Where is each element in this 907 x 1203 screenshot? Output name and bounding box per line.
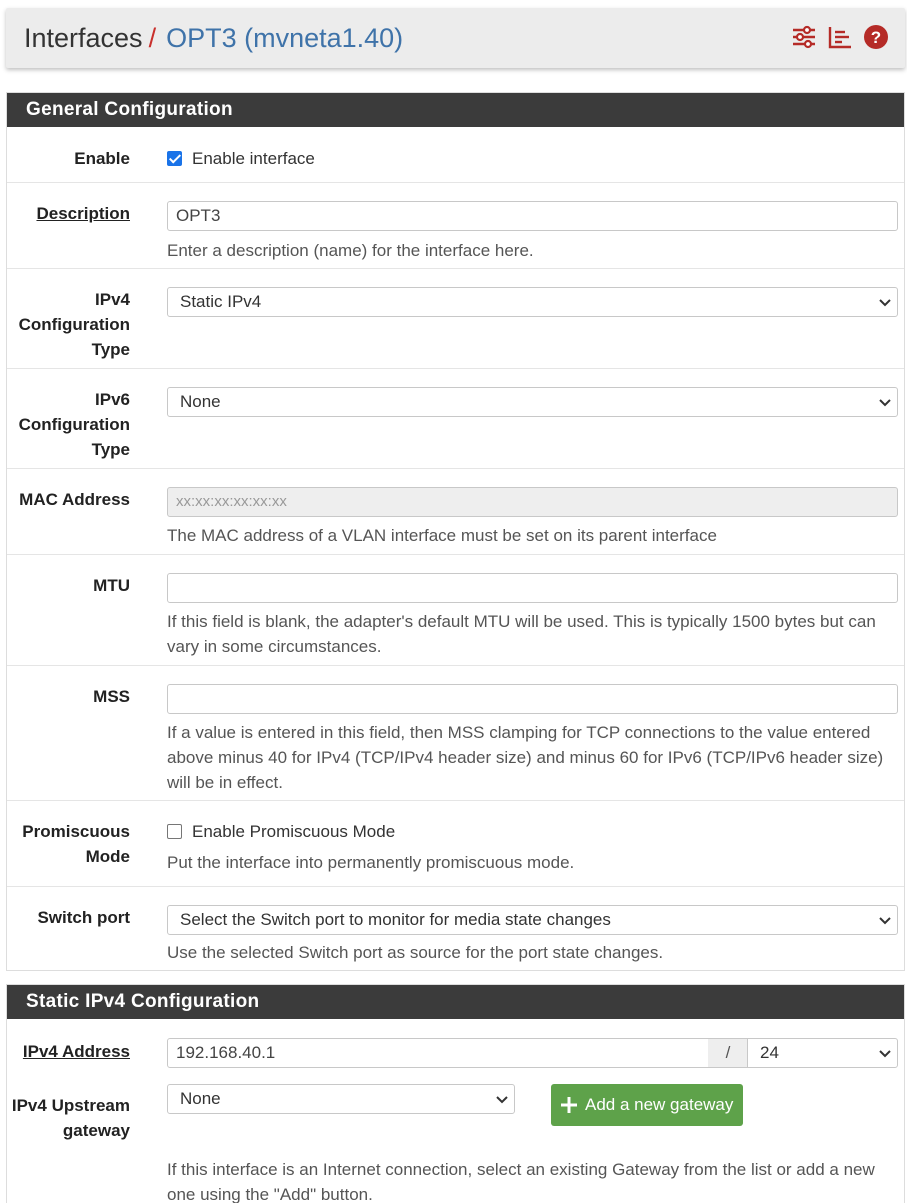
- ipv4-address-label-text[interactable]: IPv4 Address: [22, 1042, 130, 1061]
- add-gateway-button[interactable]: [551, 1084, 743, 1126]
- description-label-text[interactable]: Description: [36, 204, 130, 223]
- promisc-label-line: Promiscuous: [22, 822, 130, 841]
- gateway-select[interactable]: [167, 1084, 515, 1114]
- promisc-row: [7, 800, 904, 886]
- breadcrumb-root[interactable]: Interfaces: [24, 22, 143, 53]
- enable-checkbox[interactable]: [167, 151, 182, 166]
- svg-text:?: ?: [870, 28, 882, 47]
- mss-input[interactable]: [167, 684, 898, 714]
- panel-heading-static-ipv4: Static IPv4 Configuration: [7, 985, 904, 1019]
- ipv4-type-value: Static IPv4: [180, 292, 262, 311]
- promisc-help: Put the interface into permanently promiscuous mode.: [167, 853, 575, 872]
- switch-port-value: Select the Switch port to monitor for media state changes: [180, 910, 611, 929]
- ipv4-address-slash: /: [708, 1038, 748, 1068]
- ipv4-type-label-line: Configuration: [18, 315, 130, 334]
- help-icon[interactable]: [863, 24, 889, 50]
- gateway-label-line: IPv4 Upstream: [11, 1096, 130, 1115]
- ipv4-type-label-line: Type: [91, 340, 130, 359]
- page-header: [6, 8, 905, 68]
- switch-port-row: [7, 886, 904, 971]
- ipv6-type-label: [19, 387, 130, 462]
- log-chart-icon[interactable]: [827, 24, 853, 50]
- mac-help: The MAC address of a VLAN interface must be set on its parent interface: [167, 526, 717, 545]
- mtu-input[interactable]: [167, 573, 898, 603]
- mtu-row: [7, 554, 904, 665]
- ipv4-address-input[interactable]: 192.168.40.1: [167, 1038, 709, 1068]
- enable-label: Enable: [74, 149, 130, 168]
- plus-icon: [559, 1095, 579, 1115]
- ipv4-type-select[interactable]: [167, 287, 898, 317]
- gateway-row: [7, 1075, 904, 1203]
- promisc-label-line: Mode: [85, 847, 130, 866]
- promisc-checkbox-label[interactable]: Enable Promiscuous Mode: [192, 822, 396, 841]
- enable-checkbox-wrap: [167, 146, 315, 171]
- breadcrumb-current[interactable]: OPT3 (mvneta1.40): [166, 22, 404, 53]
- mtu-label: MTU: [93, 576, 130, 595]
- add-gateway-label: Add a new gateway: [585, 1095, 734, 1114]
- general-config-panel: [6, 92, 905, 971]
- promisc-checkbox[interactable]: [167, 824, 182, 839]
- breadcrumb-separator: /: [148, 22, 157, 53]
- static-ipv4-panel: [6, 984, 905, 1203]
- description-input[interactable]: OPT3: [167, 201, 898, 231]
- chevron-down-icon: [879, 1047, 891, 1059]
- enable-row: [7, 127, 904, 182]
- ipv4-type-label: [19, 287, 130, 362]
- description-row: [7, 182, 904, 268]
- description-help: Enter a description (name) for the interface here.: [167, 241, 534, 260]
- promisc-checkbox-wrap: [167, 819, 395, 844]
- promisc-label: [22, 819, 130, 869]
- gateway-label-line: gateway: [62, 1121, 130, 1140]
- chevron-down-icon: [879, 914, 891, 926]
- ipv6-type-label-line: Configuration: [18, 415, 130, 434]
- ipv6-type-row: [7, 368, 904, 468]
- description-label[interactable]: [36, 201, 130, 226]
- chevron-down-icon: [879, 296, 891, 308]
- mss-label: MSS: [93, 687, 130, 706]
- header-icons: [791, 24, 889, 50]
- mss-row: [7, 665, 904, 800]
- ipv4-address-row: [7, 1019, 904, 1075]
- ipv4-prefix-value: 24: [760, 1043, 779, 1062]
- mtu-help: If this field is blank, the adapter's default MTU will be used. This is typically 1500 bytes but can vary in some circumstances.: [167, 612, 876, 656]
- chevron-down-icon: [496, 1093, 508, 1105]
- mac-row: [7, 468, 904, 554]
- ipv4-type-label-line: IPv4: [95, 290, 130, 309]
- gateway-value: None: [180, 1089, 221, 1108]
- switch-port-select[interactable]: [167, 905, 898, 935]
- ipv6-type-value: None: [180, 392, 221, 411]
- mac-label: MAC Address: [19, 490, 130, 509]
- ipv6-type-select[interactable]: [167, 387, 898, 417]
- enable-checkbox-label[interactable]: Enable interface: [192, 149, 315, 168]
- ipv4-prefix-select[interactable]: [747, 1038, 898, 1068]
- sliders-icon[interactable]: [791, 24, 817, 50]
- switch-port-help: Use the selected Switch port as source for the port state changes.: [167, 943, 664, 962]
- ipv4-address-label[interactable]: [23, 1039, 130, 1064]
- ipv6-type-label-line: IPv6: [95, 390, 130, 409]
- switch-port-label: Switch port: [37, 908, 130, 927]
- ipv6-type-label-line: Type: [91, 440, 130, 459]
- ipv4-type-row: [7, 268, 904, 368]
- mac-input: xx:xx:xx:xx:xx:xx: [167, 487, 898, 517]
- gateway-help: If this interface is an Internet connection, select an existing Gateway from the list or add a new one using the "Add" button.: [167, 1160, 875, 1203]
- chevron-down-icon: [879, 396, 891, 408]
- panel-heading-general: General Configuration: [7, 93, 904, 127]
- gateway-label: [12, 1093, 130, 1143]
- mss-help: If a value is entered in this field, then MSS clamping for TCP connections to the value entered above minus 40 for IPv4 (TCP/IPv4 header size) and minus 60 for IPv6 (TCP/IPv6 header size) will be in effect.: [167, 723, 884, 792]
